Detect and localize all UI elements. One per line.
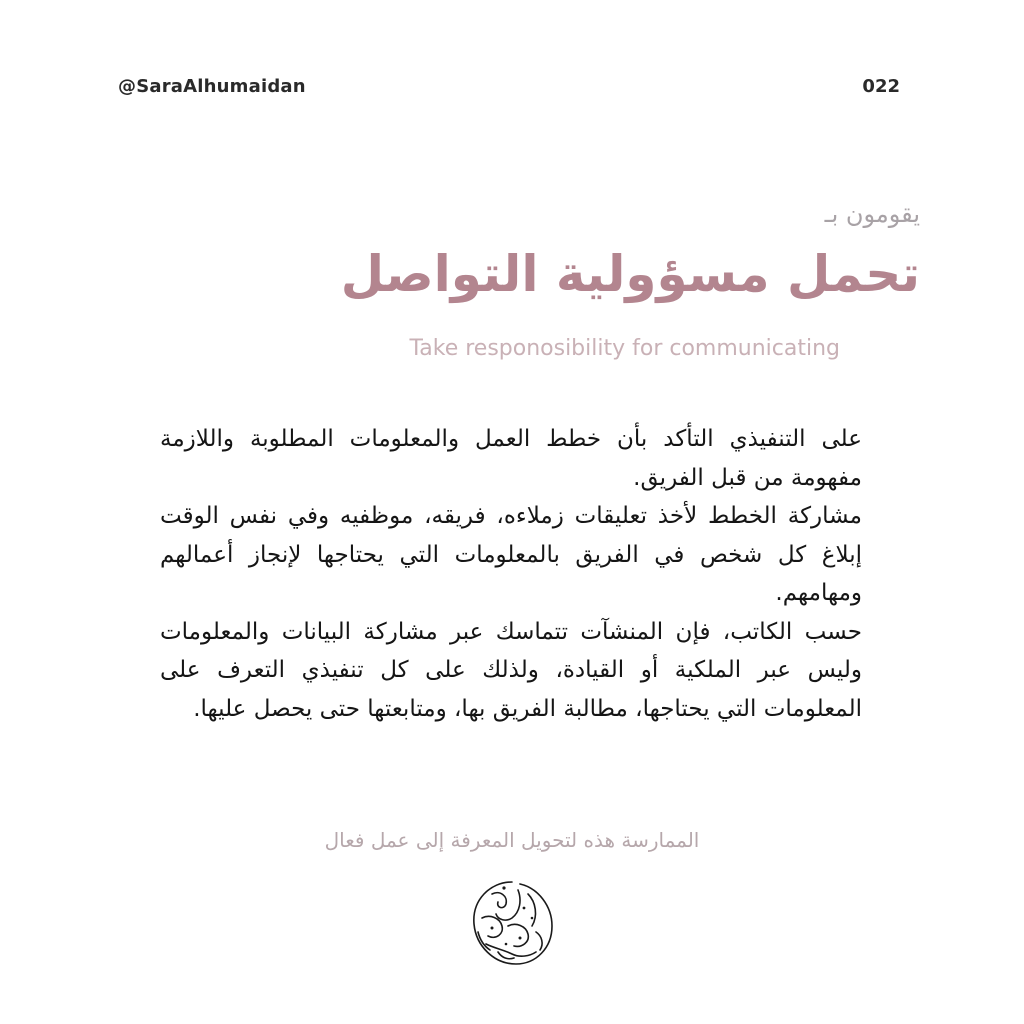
body-paragraph: حسب الكاتب، فإن المنشآت تتماسك عبر مشاركة البيانات والمعلومات وليس عبر الملكية أو القيادة، ولذلك على كل تنفيذي التعرف على المعلومات التي يحتاجها، مطالبة الفريق بها، ومتابعتها حتى يحصل عليها. [160,618,862,722]
body-paragraph: على التنفيذي التأكد بأن خطط العمل والمعلومات المطلوبة واللازمة مفهومة من قبل الفريق. [160,426,862,491]
author-handle: @SaraAlhumaidan [118,76,306,97]
calligraphy-signature-icon [462,874,562,974]
section-subtitle: يقومون بـ [824,200,920,228]
body-text [160,420,862,728]
page-number: 022 [862,76,900,97]
page-title: تحمل مسؤولية التواصل [340,245,920,303]
body-paragraph: مشاركة الخطط لأخذ تعليقات زملاءه، فريقه، موظفيه وفي نفس الوقت إبلاغ كل شخص في الفريق بالمعلومات التي يحتاجها لإنجاز أعمالهم ومهامهم. [160,503,862,606]
english-title: Take responosibility for communicating [409,336,840,361]
footer-caption: الممارسة هذه لتحويل المعرفة إلى عمل فعال [324,828,700,852]
